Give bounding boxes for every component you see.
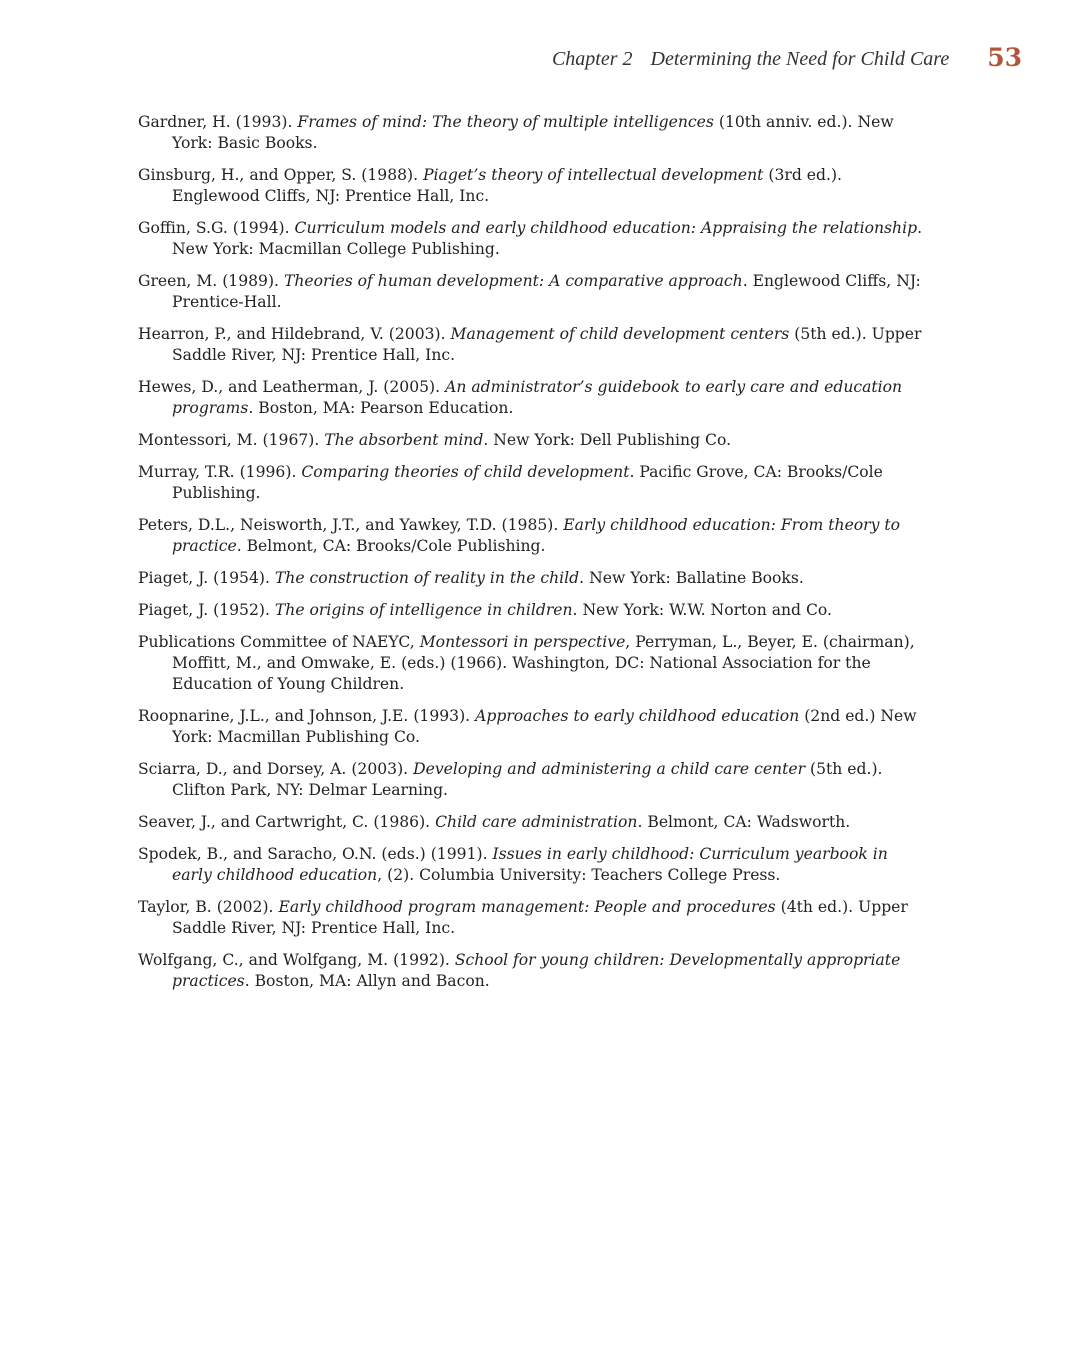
reference-item: Publications Committee of NAEYC, Montessori in perspective, Perryman, L., Beyer, E. (chairman), Moffitt, M., and Omwake, E. (eds.) (1966). Washington, DC: National Association for the Education of Young Children. [138,633,915,693]
reference-item: Peters, D.L., Neisworth, J.T., and Yawkey, T.D. (1985). Early childhood education: From theory to practice. Belmont, CA: Brooks/Cole Publishing. [138,516,901,555]
chapter-label: Chapter 2 [551,48,633,70]
reference-list [138,112,930,1003]
reference-item: Sciarra, D., and Dorsey, A. (2003). Developing and administering a child care center (5th ed.). Clifton Park, NY: Delmar Learning. [138,760,883,799]
reference-item: Taylor, B. (2002). Early childhood program management: People and procedures (4th ed.). Upper Saddle River, NJ: Prentice Hall, Inc. [138,898,908,937]
reference-item: Murray, T.R. (1996). Comparing theories of child development. Pacific Grove, CA: Brooks/Cole Publishing. [138,463,883,502]
reference-item: Goffin, S.G. (1994). Curriculum models and early childhood education: Appraising the relationship. New York: Macmillan College Publishing. [138,219,923,258]
reference-item: Piaget, J. (1954). The construction of reality in the child. New York: Ballatine Books. [138,569,804,587]
reference-item: Roopnarine, J.L., and Johnson, J.E. (1993). Approaches to early childhood education (2nd ed.) New York: Macmillan Publishing Co. [138,707,917,746]
reference-item: Green, M. (1989). Theories of human development: A comparative approach. Englewood Cliffs, NJ: Prentice-Hall. [138,272,921,311]
reference-item: Wolfgang, C., and Wolfgang, M. (1992). School for young children: Developmentally appropriate practices. Boston, MA: Allyn and Bacon. [138,951,901,990]
reference-item: Gardner, H. (1993). Frames of mind: The theory of multiple intelligences (10th anniv. ed.). New York: Basic Books. [138,113,894,152]
reference-item: Piaget, J. (1952). The origins of intelligence in children. New York: W.W. Norton and Co. [138,601,832,619]
page-number: 53 [987,43,1022,72]
reference-item: Ginsburg, H., and Opper, S. (1988). Piaget’s theory of intellectual development (3rd ed.). Englewood Cliffs, NJ: Prentice Hall, Inc. [138,166,843,205]
reference-item: Montessori, M. (1967). The absorbent mind. New York: Dell Publishing Co. [138,431,732,449]
chapter-title: Determining the Need for Child Care [650,48,950,70]
running-header [552,42,1022,71]
reference-item: Spodek, B., and Saracho, O.N. (eds.) (1991). Issues in early childhood: Curriculum yearbook in early childhood education, (2). Columbia University: Teachers College Press. [138,845,888,884]
reference-item: Seaver, J., and Cartwright, C. (1986). Child care administration. Belmont, CA: Wadsworth. [138,813,851,831]
chapter-heading [552,48,949,71]
reference-item: Hewes, D., and Leatherman, J. (2005). An administrator’s guidebook to early care and education programs. Boston, MA: Pearson Education. [138,378,903,417]
reference-item: Hearron, P., and Hildebrand, V. (2003). Management of child development centers (5th ed.). Upper Saddle River, NJ: Prentice Hall, Inc. [138,325,922,364]
